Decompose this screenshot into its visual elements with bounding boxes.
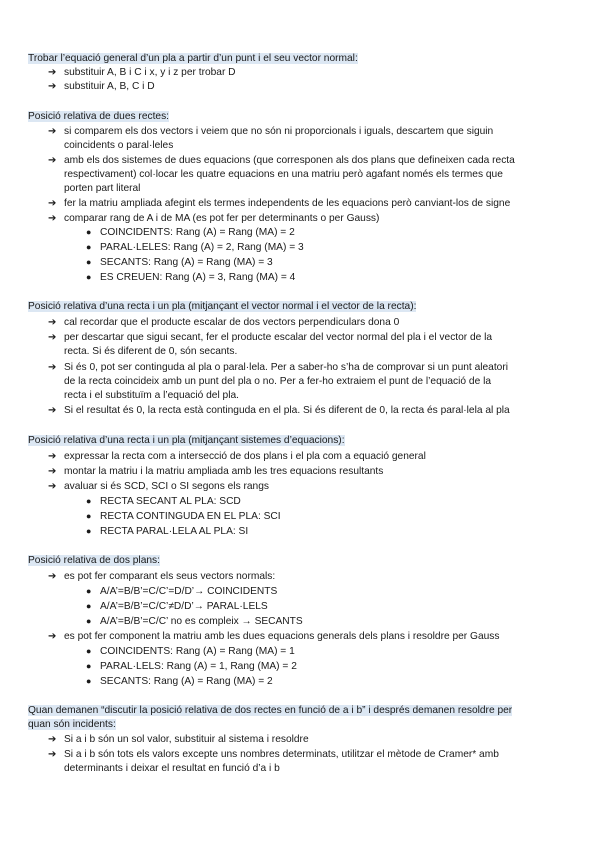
bullet-icon: ● bbox=[86, 661, 92, 671]
list-item: fer la matriu ampliada afegint els termes independents de les equacions però canviant-los de signe bbox=[64, 198, 511, 209]
sub-list-item: A/A’=B/B’=C/C’=D/D’→ COINCIDENTS bbox=[100, 586, 278, 597]
arrow-icon: ➔ bbox=[48, 155, 57, 166]
list-item: si comparem els dos vectors i veiem que no són ni proporcionals i iguals, descartem que siguin bbox=[64, 126, 494, 137]
bullet-icon: ● bbox=[86, 511, 92, 521]
sub-list-item: RECTA PARAL·LELA AL PLA: SI bbox=[100, 526, 249, 537]
bullet-icon: ● bbox=[86, 242, 92, 252]
list-item: substituir A, B i C i x, y i z per trobar D bbox=[64, 67, 236, 78]
list-item: es pot fer component la matriu amb les dues equacions generals dels plans i resoldre per Gauss bbox=[64, 631, 500, 642]
arrow-icon: ➔ bbox=[48, 332, 57, 343]
sub-list-item: COINCIDENTS: Rang (A) = Rang (MA) = 1 bbox=[100, 646, 295, 657]
arrow-icon: ➔ bbox=[48, 81, 57, 92]
bullet-icon: ● bbox=[86, 601, 92, 611]
list-item-continuation: recta. Si és diferent de 0, són secants. bbox=[64, 346, 238, 357]
section-heading bbox=[28, 434, 345, 448]
heading-text: Quan demanen “discutir la posició relativa de dos rectes en funció de a i b” i després demanen resoldre per bbox=[28, 705, 513, 716]
heading-text: Posició relativa de dues rectes: bbox=[28, 111, 169, 122]
bullet-icon: ● bbox=[86, 526, 92, 536]
list-item: expressar la recta com a intersecció de dos plans i el pla com a equació general bbox=[64, 451, 426, 462]
heading-text: Posició relativa d’una recta i un pla (mitjançant sistemes d’equacions): bbox=[28, 435, 345, 446]
list-item-continuation: coincidents o paral·leles bbox=[64, 140, 174, 151]
section-heading bbox=[28, 554, 160, 568]
list-item-continuation: porten part literal bbox=[64, 183, 141, 194]
arrow-icon: ➔ bbox=[48, 317, 57, 328]
bullet-icon: ● bbox=[86, 227, 92, 237]
sub-list-item: SECANTS: Rang (A) = Rang (MA) = 3 bbox=[100, 257, 273, 268]
list-item: comparar rang de A i de MA (es pot fer per determinants o per Gauss) bbox=[64, 213, 380, 224]
arrow-icon: ➔ bbox=[48, 481, 57, 492]
bullet-icon: ● bbox=[86, 616, 92, 626]
sub-list-item: PARAL·LELS: Rang (A) = 1, Rang (MA) = 2 bbox=[100, 661, 297, 672]
arrow-icon: ➔ bbox=[48, 67, 57, 78]
section-heading bbox=[28, 704, 512, 718]
list-item-continuation: de la recta coincideix amb un punt del pla o no. Per a fer-ho extraiem el punt de l’equació de la bbox=[64, 376, 492, 387]
heading-text: Posició relativa d’una recta i un pla (mitjançant el vector normal i el vector de la recta): bbox=[28, 301, 417, 312]
arrow-icon: ➔ bbox=[48, 734, 57, 745]
bullet-icon: ● bbox=[86, 257, 92, 267]
list-item-continuation: respectivament) col·locar les quatre equacions en una matriu però agafant només els termes que bbox=[64, 169, 503, 180]
sub-list-item: RECTA SECANT AL PLA: SCD bbox=[100, 496, 241, 507]
list-item: Si el resultat és 0, la recta està continguda en el pla. Si és diferent de 0, la recta és paral·lela al pla bbox=[64, 405, 510, 416]
list-item: es pot fer comparant els seus vectors normals: bbox=[64, 571, 276, 582]
list-item: per descartar que sigui secant, fer el producte escalar del vector normal del pla i el vector de la bbox=[64, 332, 493, 343]
arrow-icon: ➔ bbox=[48, 749, 57, 760]
arrow-icon: ➔ bbox=[48, 631, 57, 642]
heading-text: Trobar l’equació general d’un pla a partir d’un punt i el seu vector normal: bbox=[28, 53, 358, 64]
bullet-icon: ● bbox=[86, 646, 92, 656]
list-item: Si a i b són tots els valors excepte uns nombres determinats, utilitzar el mètode de Cramer* amb bbox=[64, 749, 499, 760]
section-heading bbox=[28, 52, 358, 66]
heading-text: quan són incidents: bbox=[28, 719, 116, 730]
section-heading-continuation bbox=[28, 718, 116, 732]
arrow-icon: ➔ bbox=[48, 213, 57, 224]
sub-list-item: COINCIDENTS: Rang (A) = Rang (MA) = 2 bbox=[100, 227, 295, 238]
list-item: Si és 0, pot ser continguda al pla o paral·lela. Per a saber-ho s’ha de comprovar si un punt aleatori bbox=[64, 362, 508, 373]
bullet-icon: ● bbox=[86, 676, 92, 686]
list-item-continuation: determinants i deixar el resultat en funció d’a i b bbox=[64, 763, 280, 774]
arrow-icon: ➔ bbox=[48, 571, 57, 582]
arrow-icon: ➔ bbox=[48, 198, 57, 209]
list-item: substituir A, B, C i D bbox=[64, 81, 155, 92]
arrow-icon: ➔ bbox=[48, 451, 57, 462]
sub-list-item: A/A’=B/B’=C/C’ no es compleix → SECANTS bbox=[100, 616, 303, 627]
list-item: montar la matriu i la matriu ampliada amb les tres equacions resultants bbox=[64, 466, 384, 477]
list-item: avaluar si és SCD, SCI o SI segons els rangs bbox=[64, 481, 269, 492]
arrow-icon: ➔ bbox=[48, 405, 57, 416]
section-heading bbox=[28, 300, 416, 314]
sub-list-item: RECTA CONTINGUDA EN EL PLA: SCI bbox=[100, 511, 281, 522]
arrow-icon: ➔ bbox=[48, 126, 57, 137]
heading-text: Posició relativa de dos plans: bbox=[28, 555, 160, 566]
sub-list-item: A/A’=B/B’=C/C’≠D/D’→ PARAL·LELS bbox=[100, 601, 268, 612]
list-item: amb els dos sistemes de dues equacions (que corresponen als dos plans que defineixen cada recta bbox=[64, 155, 515, 166]
section-heading bbox=[28, 110, 169, 124]
arrow-icon: ➔ bbox=[48, 466, 57, 477]
bullet-icon: ● bbox=[86, 272, 92, 282]
list-item-continuation: recta i el substituïm a l’equació del pla. bbox=[64, 390, 239, 401]
list-item: Si a i b són un sol valor, substituir al sistema i resoldre bbox=[64, 734, 309, 745]
sub-list-item: PARAL·LELES: Rang (A) = 2, Rang (MA) = 3 bbox=[100, 242, 304, 253]
sub-list-item: ES CREUEN: Rang (A) = 3, Rang (MA) = 4 bbox=[100, 272, 296, 283]
bullet-icon: ● bbox=[86, 586, 92, 596]
bullet-icon: ● bbox=[86, 496, 92, 506]
arrow-icon: ➔ bbox=[48, 362, 57, 373]
list-item: cal recordar que el producte escalar de dos vectors perpendiculars dona 0 bbox=[64, 317, 400, 328]
sub-list-item: SECANTS: Rang (A) = Rang (MA) = 2 bbox=[100, 676, 273, 687]
